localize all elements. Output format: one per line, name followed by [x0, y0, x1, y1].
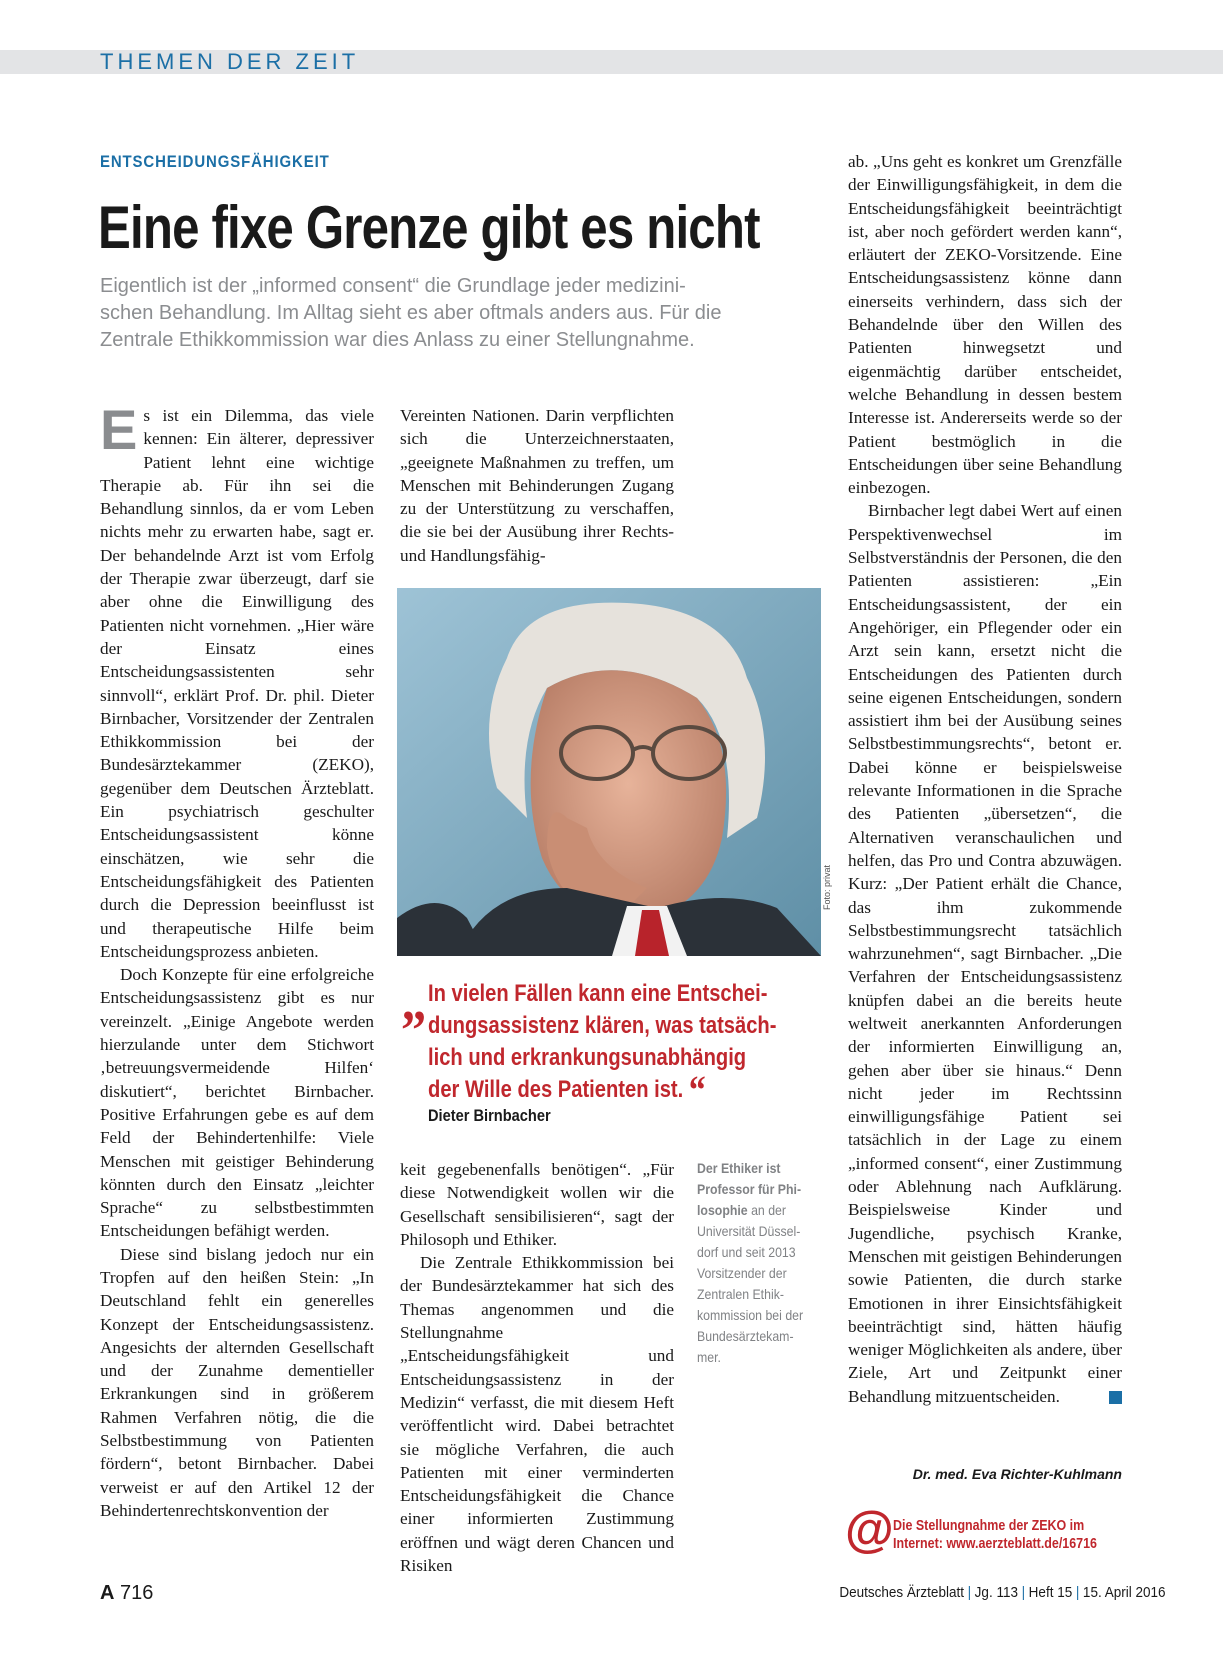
article-title: Eine fixe Grenze gibt es nicht — [98, 194, 760, 261]
caption-line: Zentralen Ethik- — [697, 1286, 784, 1302]
caption-line: mer. — [697, 1349, 721, 1365]
caption-line: dorf und seit 2013 — [697, 1244, 796, 1260]
article-kicker: ENTSCHEIDUNGSFÄHIGKEIT — [100, 152, 330, 171]
journal-volume: Jg. 113 — [974, 1584, 1018, 1601]
body-paragraph: Doch Konzepte für eine erfolgreiche Entscheidungsassistenz gibt es nur vereinzelt. „Einige Angebote werden hierzulande unter dem Stichwort ‚betreuungsvermeidende Hilfen‘ diskutiert“, berichtet Birnbacher. Positive Erfahrungen gebe es auf dem Feld der Behindertenhilfe: Viele Menschen mit geistiger Behinderung könnten durch den Einsatz „leichter Sprache“ zu selbstbestimmten Entscheidungen befähigt werden. — [100, 965, 374, 1241]
caption-line: kommission bei der — [697, 1307, 804, 1323]
body-paragraph: ab. „Uns geht es konkret um Grenzfälle der Einwilligungsfähigkeit, in dem die Entscheidungsfähigkeit beeinträchtigt ist, aber noch gefördert werden kann“, erläutert der ZEKO-Vorsitzende. Eine Entscheidungsassistenz könne dann einerseits verhindern, dass sich der Behandelnde über den Willen des Patienten hinwegsetzt und eigenmächtig darüber entscheidet, welche Behandlung in dessen bestem Interesse ist. Andererseits werde so der Patient bestmöglich in die Entscheidungen über seine Behandlung einbezogen. — [848, 152, 1122, 498]
caption-line: Bundesärztekam- — [697, 1328, 794, 1344]
footer-separator: | — [1021, 1584, 1026, 1601]
journal-name: Deutsches Ärzteblatt — [839, 1584, 964, 1601]
lead-line: Eigentlich ist der „informed consent“ die Grundlage jeder medizini- — [100, 275, 686, 297]
article-lead — [100, 273, 800, 354]
web-link-url[interactable]: Internet: www.aerzteblatt.de/16716 — [893, 1536, 1097, 1552]
lead-line: Zentrale Ethikkommission war dies Anlass zu einer Stellungnahme. — [100, 329, 695, 351]
caption-line: Professor für Phi- — [697, 1181, 802, 1197]
body-paragraph: Birnbacher legt dabei Wert auf einen Perspektivenwechsel im Selbstverständnis der Personen, die den Patienten assistieren: „Ein Entscheidungsassistent, der ein Angehöriger, ein Pflegender oder ein Arzt sein kann, ersetzt nicht die Entscheidungen des Patienten durch seine eigenen Entscheidungen, sondern assistiert ihm bei der Ausübung seines Selbstbestimmungsrechts“, betont er. Dabei könne er beispielsweise relevante Informationen in die Sprache des Patienten „übersetzen“, die Alternativen veranschaulichen und helfen, das Pro und Contra abzuwägen. Kurz: „Der Patient erhält die Chance, das ihm zukommende Selbstbestimmungsrecht tatsächlich wahrzunehmen“, sagt Birnbacher. „Die Verfahren der Entscheidungsassistenz knüpfen dabei an die bereits heute weltweit anerkannten Anforderungen der informierten Einwilligung an, gehen aber über sie hinaus.“ Denn nicht jeder im Rechtssinn einwilligungsfähige Patient sei tatsächlich in der Lage zu einem „informed consent“, einer Zustimmung oder Ablehnung nach Aufklärung. Beispielsweise Kinder und Jugendliche, psychisch Kranke, Menschen mit geistigen Behinderungen sowie Patienten, die durch starke Emotionen in ihrer Einsichtsfähigkeit beeinträchtigt sind, hätten häufig weniger Möglichkeiten als andere, über Ziele, Art und Zeitpunkt einer Behandlung mitzuentscheiden. — [848, 501, 1122, 1406]
caption-line: Vorsitzender der — [697, 1265, 787, 1281]
body-paragraph: Diese sind bislang jedoch nur ein Tropfen auf den heißen Stein: „In Deutschland fehlt ein generelles Konzept der Entscheidungsassistenz. Angesichts der alternden Gesellschaft und der Zunahme dementieller Erkrankungen sind in größerem Rahmen Verfahren nötig, die die Selbstbestimmung von Patienten fördern“, betont Birnbacher. Dabei verweist er auf den Artikel 12 der Behindertenrechtskonvention der — [100, 1244, 374, 1520]
body-paragraph: Es ist ein Dilemma, das viele kennen: Ein älterer, depressiver Patient lehnt eine wichtige Therapie ab. Für ihn sei die Behandlung sinnlos, da er vom Leben nichts mehr zu erwarten habe, sagt er. Der behandelnde Arzt ist vom Erfolg der Therapie zwar überzeugt, darf sie aber ohne die Einwilligung des Patienten nicht vornehmen. „Hier wäre der Einsatz eines Entscheidungsassistenten sehr sinnvoll“, erklärt Prof. Dr. phil. Dieter Birnbacher, Vorsitzender der Zentralen Ethikkommission bei der Bundesärztekammer (ZEKO), gegenüber dem Deutschen Ärzteblatt. Ein psychiatrisch geschulter Entscheidungsassistent könne einschätzen, wie sehr die Entscheidungsfähigkeit des Patienten durch die Depression beeinflusst ist und therapeutische Hilfe beim Entscheidungsprozess anbieten. — [100, 398, 374, 961]
caption-line: Der Ethiker ist — [697, 1160, 781, 1176]
page-number: A 716 — [100, 1582, 154, 1604]
caption-line: Universität Düssel- — [697, 1223, 801, 1239]
article-byline: Dr. med. Eva Richter-Kuhlmann — [912, 1466, 1122, 1482]
footer-separator: | — [967, 1584, 972, 1601]
quote-line: dungsassistenz klären, was tatsäch- — [428, 1012, 777, 1039]
body-paragraph: keit gegebenenfalls benötigen“. „Für diese Notwendigkeit wollen wir die Gesellschaft sensibilisieren“, sagt der Philosoph und Ethiker. — [400, 1160, 674, 1249]
web-link-text[interactable] — [893, 1517, 1097, 1553]
portrait-photo — [397, 588, 821, 956]
web-link-line: Die Stellungnahme der ZEKO im — [893, 1518, 1085, 1534]
at-sign-icon: @ — [845, 1501, 894, 1557]
journal-footer — [839, 1584, 1166, 1601]
quote-author: Dieter Birnbacher — [428, 1106, 551, 1125]
body-column-1 — [100, 398, 374, 1522]
caption-line: losophie an der — [697, 1202, 787, 1218]
body-paragraph: Vereinten Nationen. Darin verpflichten sich die Unterzeichnerstaaten, „geeignete Maßnahmen zu treffen, um Menschen mit Behinderungen Zugang zu der Unterstützung zu verschaffen, die sie bei der Ausübung ihrer Rechts- und Handlungsfähig- — [400, 406, 674, 565]
quote-line: In vielen Fällen kann eine Entschei- — [428, 980, 768, 1007]
web-link-box[interactable] — [845, 1501, 1125, 1557]
journal-issue: Heft 15 — [1028, 1584, 1073, 1601]
body-column-2-bottom — [400, 1158, 674, 1577]
lead-line: schen Behandlung. Im Alltag sieht es aber oftmals anders aus. Für die — [100, 302, 722, 324]
pull-quote-text — [428, 978, 781, 1112]
body-column-2-top — [400, 404, 674, 567]
end-of-article-square-icon — [1109, 1391, 1122, 1404]
footer-separator: | — [1075, 1584, 1080, 1601]
quote-line: der Wille des Patienten ist. “ — [428, 1067, 706, 1112]
journal-date: 15. April 2016 — [1082, 1584, 1166, 1601]
quote-open-mark: „ — [401, 971, 427, 1033]
quote-close-mark: “ — [688, 1067, 706, 1112]
quote-line: lich und erkrankungsunabhängig — [428, 1044, 747, 1071]
body-paragraph: Die Zentrale Ethikkommission bei der Bundesärztekammer hat sich des Themas angenommen und die Stellungnahme „Entscheidungsfähigkeit und Entscheidungsassistenz in der Medizin“ verfasst, die mit diesem Heft veröffentlicht wird. Dabei betrachtet sie mögliche Verfahren, die auch Patienten mit einer verminderten Entscheidungsfähigkeit die Chance einer informierten Zustimmung eröffnen und wägt deren Chancen und Risiken — [400, 1253, 674, 1576]
photo-caption — [697, 1158, 811, 1368]
body-column-3 — [848, 150, 1122, 1408]
photo-credit: Foto: privat — [822, 864, 832, 910]
dropcap: E — [100, 398, 138, 461]
section-label: THEMEN DER ZEIT — [100, 49, 360, 74]
